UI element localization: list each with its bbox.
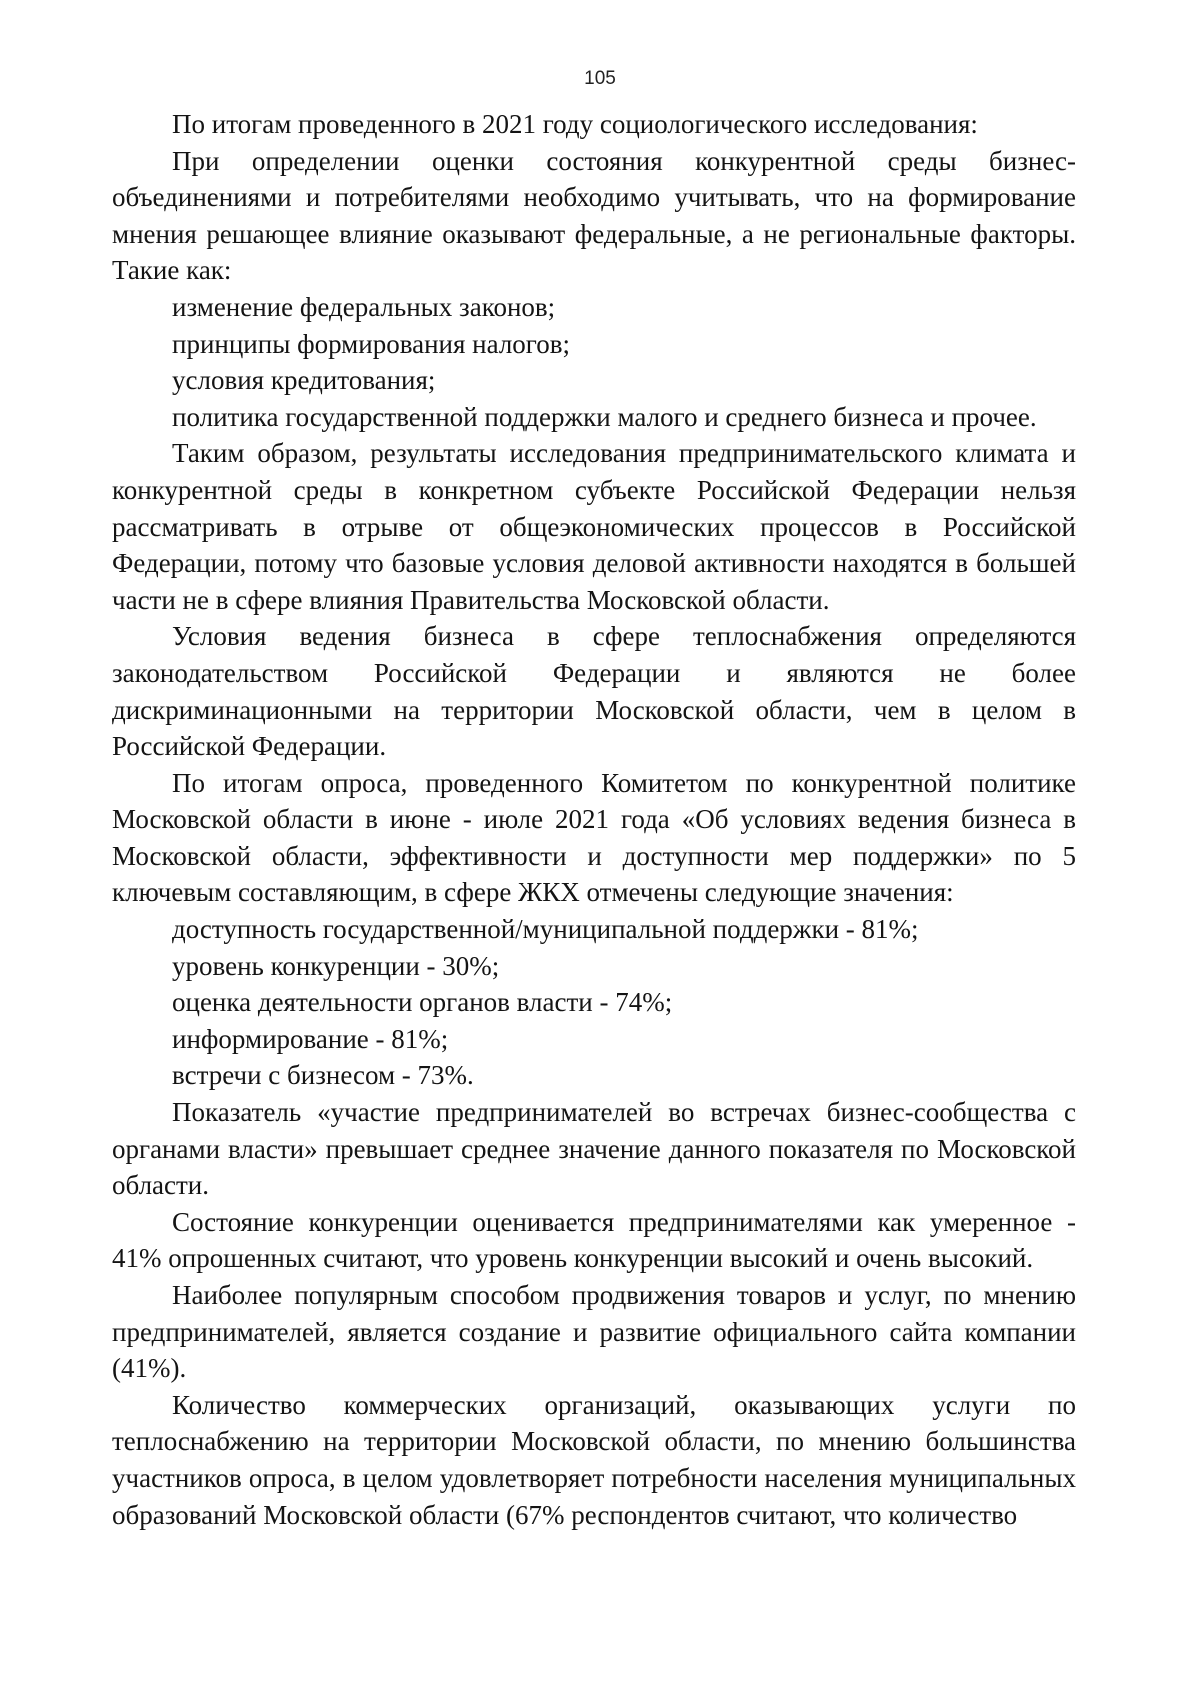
list-item-competition-level: уровень конкуренции - 30%;	[172, 950, 500, 981]
paragraph-factors: При определении оценки состояния конкурентной среды бизнес-объединениями и потребителями необходимо учитывать, что на формирование мнения решающее влияние оказывают федеральные, а не региональные факторы. Такие как:	[112, 145, 1076, 286]
paragraph-research-results: Таким образом, результаты исследования предпринимательского климата и конкурентной среды в конкретном субъекте Российской Федерации нельзя рассматривать в отрыве от общеэкономических процессов в Российской Федерации, потому что базовые условия деловой активности находятся в большей части не в сфере влияния Правительства Московской области.	[112, 438, 1076, 615]
list-item-tax-principles: принципы формирования налогов;	[172, 328, 570, 359]
list-item-support-policy: политика государственной поддержки малого и среднего бизнеса и прочее.	[172, 401, 1037, 432]
paragraph-promotion-method: Наиболее популярным способом продвижения товаров и услуг, по мнению предпринимателей, является создание и развитие официального сайта компании (41%).	[112, 1280, 1076, 1384]
list-item-federal-laws: изменение федеральных законов;	[172, 291, 556, 322]
list-item-informing: информирование - 81%;	[172, 1023, 449, 1054]
list-item-credit-conditions: условия кредитования;	[172, 365, 436, 396]
paragraph-organization-count: Количество коммерческих организаций, оказывающих услуги по теплоснабжению на территории Московской области, по мнению большинства участников опроса, в целом удовлетворяет потребности населения муниципальных образований Московской области (67% респондентов считают, что количество	[112, 1389, 1076, 1530]
page-number: 105	[584, 68, 616, 89]
paragraph-heat-supply-conditions: Условия ведения бизнеса в сфере теплоснабжения определяются законодательством Российской Федерации и являются не более дискриминационными на территории Московской области, чем в целом в Российской Федерации.	[112, 621, 1076, 762]
list-item-support-availability: доступность государственной/муниципальной поддержки - 81%;	[172, 914, 919, 945]
list-item-business-meetings: встречи с бизнесом - 73%.	[172, 1060, 474, 1091]
paragraph-participation-indicator: Показатель «участие предпринимателей во встречах бизнес-сообщества с органами власти» превышает среднее значение данного показателя по Московской области.	[112, 1097, 1076, 1201]
list-item-authorities-assessment: оценка деятельности органов власти - 74%;	[172, 987, 673, 1018]
paragraph-intro: По итогам проведенного в 2021 году социологического исследования:	[172, 109, 978, 139]
document-body	[112, 106, 1076, 1533]
paragraph-survey: По итогам опроса, проведенного Комитетом по конкурентной политике Московской области в июне - июле 2021 года «Об условиях ведения бизнеса в Московской области, эффективности и доступности мер поддержки» по 5 ключевым составляющим, в сфере ЖКХ отмечены следующие значения:	[112, 767, 1076, 908]
paragraph-competition-state: Состояние конкуренции оценивается предпринимателями как умеренное - 41% опрошенных считают, что уровень конкуренции высокий и очень высокий.	[112, 1206, 1076, 1274]
